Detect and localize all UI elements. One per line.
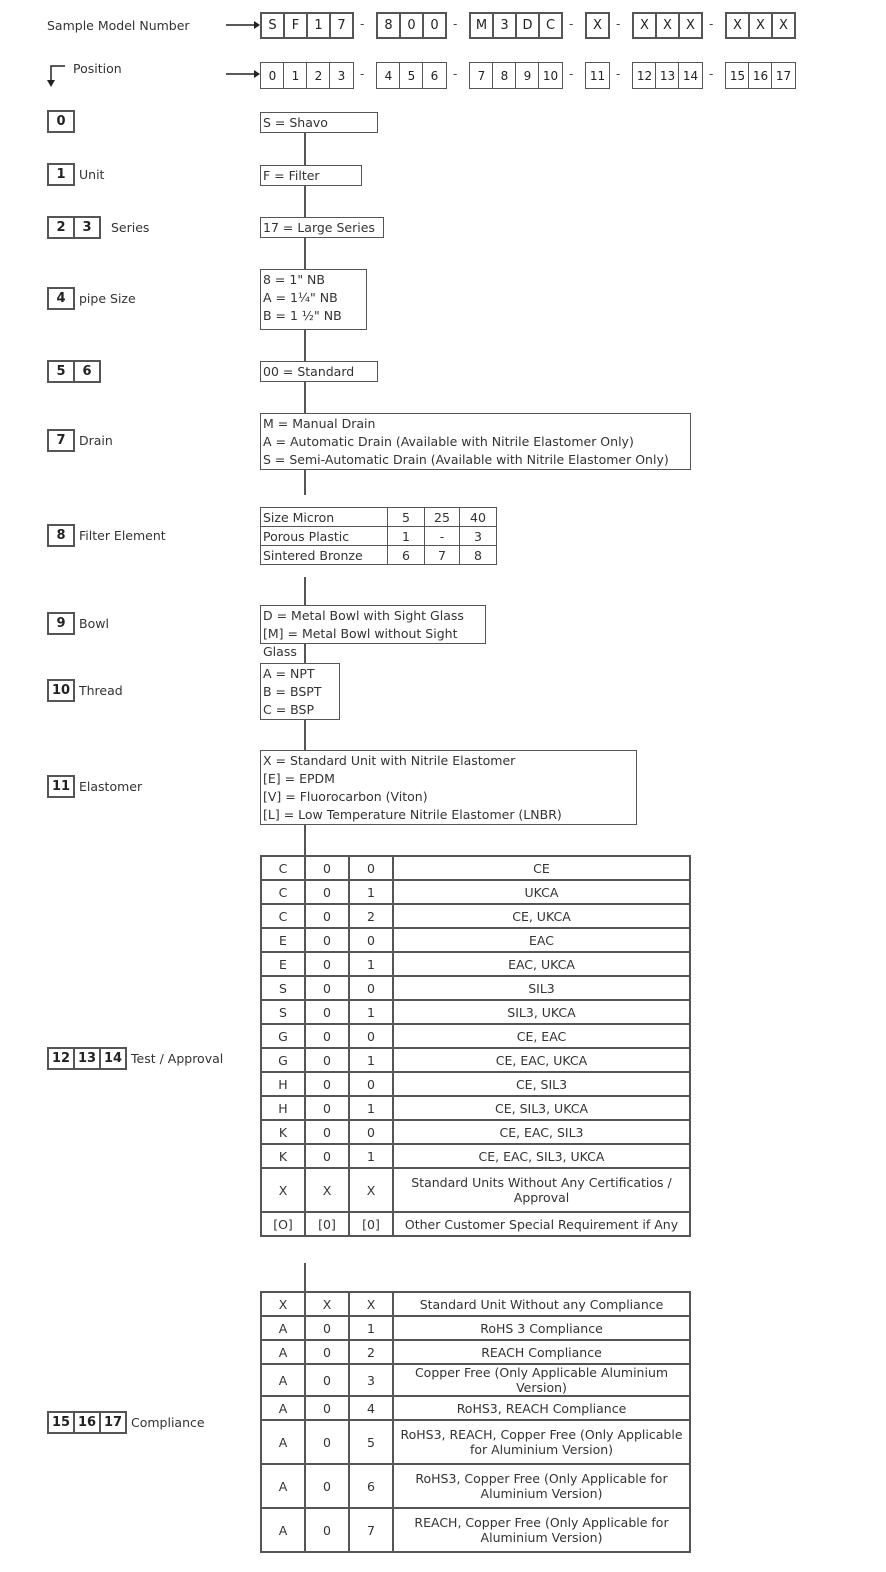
code-cell: E [261,952,305,976]
position-index-cell: 15 [725,62,750,89]
code-cell: 0 [349,976,393,1000]
code-cell: 0 [305,1000,349,1024]
connector-line [304,825,306,855]
code-cell: 0 [305,1364,349,1396]
position-index-cell: 1 [283,62,308,89]
description-cell: RoHS3, Copper Free (Only Applicable for Aluminium Version) [393,1464,690,1508]
code-cell: K [261,1120,305,1144]
table-row [261,1096,690,1120]
code-cell: 0 [349,1072,393,1096]
position-label: Compliance [131,1415,205,1430]
code-cell: [O] [261,1212,305,1236]
description-cell: RoHS3, REACH Compliance [393,1396,690,1420]
position-label: pipe Size [79,291,136,306]
code-cell: X [261,1292,305,1316]
table-row [261,1364,690,1396]
model-code-cell: X [632,12,657,39]
test-approval-table [260,855,691,1237]
code-cell: 0 [305,904,349,928]
code-cell: 3 [349,1364,393,1396]
model-code-cell: X [655,12,680,39]
model-code-cell: X [748,12,773,39]
position-index-cell: 3 [329,62,354,89]
code-cell: A [261,1340,305,1364]
description-cell: CE, UKCA [393,904,690,928]
position-label: Thread [79,683,123,698]
description-cell: REACH, Copper Free (Only Applicable for Aluminium Version) [393,1508,690,1552]
code-cell: G [261,1048,305,1072]
code-cell: 0 [349,1120,393,1144]
description-cell: Standard Unit Without any Compliance [393,1292,690,1316]
model-code-cell: X [585,12,610,39]
model-code-cell: 1 [306,12,331,39]
code-cell: 0 [305,1508,349,1552]
code-cell: 0 [305,928,349,952]
code-cell: 2 [349,904,393,928]
option-box-position-10: A = NPT B = BSPT C = BSP [260,663,340,720]
position-box: 16 [73,1411,101,1434]
model-code-cell: S [260,12,285,39]
description-cell: CE, EAC, SIL3 [393,1120,690,1144]
code-cell: 0 [305,1096,349,1120]
table-row [261,1000,690,1024]
position-box: 14 [99,1047,127,1070]
position-label: Elastomer [79,779,143,794]
sample-model-label: Sample Model Number [47,18,190,33]
separator-dash: - [709,67,714,81]
model-code-cell: 0 [422,12,447,39]
code-cell: 1 [349,880,393,904]
position-box: 6 [73,360,101,383]
code-cell: [0] [305,1212,349,1236]
filter-element-table: Size Micron 5 25 40 Porous Plastic 1 - 3 Sintered Bronze 6 7 8 [260,507,497,565]
position-label: Unit [79,167,105,182]
code-cell: X [261,1168,305,1212]
table-row [261,1168,690,1212]
position-label: Series [111,220,150,235]
position-index-cell: 10 [538,62,563,89]
description-cell: EAC [393,928,690,952]
separator-dash: - [616,17,621,31]
separator-dash: - [453,17,458,31]
connector-line [304,1263,306,1291]
code-cell: 1 [349,1096,393,1120]
code-cell: A [261,1316,305,1340]
code-cell: 5 [349,1420,393,1464]
connector-line [304,133,306,165]
separator-dash: - [360,67,365,81]
code-cell: 1 [349,952,393,976]
separator-dash: - [616,67,621,81]
separator-dash: - [360,17,365,31]
option-box-position-2-3: 17 = Large Series [260,217,384,238]
description-cell: Copper Free (Only Applicable Aluminium Version) [393,1364,690,1396]
code-cell: 2 [349,1340,393,1364]
model-code-cell: X [771,12,796,39]
position-box: 0 [47,110,75,133]
code-cell: 0 [305,952,349,976]
table-row [261,1340,690,1364]
table-row [261,1212,690,1236]
code-cell: H [261,1072,305,1096]
code-cell: X [305,1168,349,1212]
position-box: 15 [47,1411,75,1434]
table-row [261,1292,690,1316]
code-cell: H [261,1096,305,1120]
code-cell: S [261,976,305,1000]
position-label: Test / Approval [131,1051,224,1066]
description-cell: RoHS 3 Compliance [393,1316,690,1340]
position-index-cell: 7 [469,62,494,89]
model-code-cell: 3 [492,12,517,39]
arrow-right-icon [226,19,260,31]
description-cell: Other Customer Special Requirement if Any [393,1212,690,1236]
connector-line [304,644,306,663]
model-code-cell: C [538,12,563,39]
position-box: 7 [47,429,75,452]
position-index-cell: 6 [422,62,447,89]
position-index-cell: 2 [306,62,331,89]
code-cell: 1 [349,1144,393,1168]
code-cell: 0 [305,856,349,880]
code-cell: 0 [305,1048,349,1072]
table-row [261,928,690,952]
table-row [261,952,690,976]
option-box-position-9: D = Metal Bowl with Sight Glass [M] = Metal Bowl without Sight Glass [260,605,486,644]
table-row [261,904,690,928]
table-row [261,1316,690,1340]
position-box: 4 [47,287,75,310]
position-index-cell: 17 [771,62,796,89]
model-code-cell: F [283,12,308,39]
separator-dash: - [569,17,574,31]
description-cell: EAC, UKCA [393,952,690,976]
position-box: 2 [47,216,75,239]
code-cell: C [261,880,305,904]
code-cell: 1 [349,1048,393,1072]
arrow-right-icon [226,68,260,80]
code-cell: 0 [305,1144,349,1168]
position-label: Position [73,61,122,76]
table-row [261,1420,690,1464]
code-cell: A [261,1464,305,1508]
connector-line [304,186,306,217]
code-cell: 0 [305,1024,349,1048]
code-cell: 0 [305,1072,349,1096]
code-cell: 4 [349,1396,393,1420]
model-code-cell: X [678,12,703,39]
position-box: 10 [47,679,75,702]
table-row [261,1396,690,1420]
option-box-position-4: 8 = 1" NB A = 1¼" NB B = 1 ½" NB [260,269,367,330]
code-cell: 0 [305,880,349,904]
code-cell: S [261,1000,305,1024]
connector-line [304,577,306,605]
code-cell: E [261,928,305,952]
position-index-cell: 5 [399,62,424,89]
table-row [261,976,690,1000]
description-cell: Standard Units Without Any Certificatios / Approval [393,1168,690,1212]
table-row [261,1024,690,1048]
code-cell: K [261,1144,305,1168]
table-row [261,1144,690,1168]
description-cell: REACH Compliance [393,1340,690,1364]
code-cell: 0 [305,1464,349,1508]
connector-line [304,382,306,413]
model-code-cell: X [725,12,750,39]
model-code-cell: D [515,12,540,39]
separator-dash: - [709,17,714,31]
code-cell: 0 [305,1420,349,1464]
description-cell: SIL3, UKCA [393,1000,690,1024]
table-row [261,880,690,904]
table-row [261,1120,690,1144]
code-cell: X [349,1168,393,1212]
code-cell: C [261,856,305,880]
position-index-cell: 12 [632,62,657,89]
separator-dash: - [569,67,574,81]
model-code-cell: M [469,12,494,39]
position-index-cell: 4 [376,62,401,89]
table-row [261,1508,690,1552]
option-box-position-7: M = Manual Drain A = Automatic Drain (Available with Nitrile Elastomer Only) S = Semi-Automatic Drain (Available with Nitrile Elastomer Only) [260,413,691,470]
description-cell: CE, SIL3, UKCA [393,1096,690,1120]
code-cell: 7 [349,1508,393,1552]
code-cell: 0 [349,1024,393,1048]
code-cell: 0 [349,928,393,952]
description-cell: SIL3 [393,976,690,1000]
code-cell: 1 [349,1316,393,1340]
table-row [261,1072,690,1096]
position-index-cell: 14 [678,62,703,89]
option-box-position-11: X = Standard Unit with Nitrile Elastomer [E] = EPDM [V] = Fluorocarbon (Viton) [L] = Low Temperature Nitrile Elastomer (LNBR) [260,750,637,825]
code-cell: A [261,1396,305,1420]
position-index-cell: 16 [748,62,773,89]
position-box: 11 [47,775,75,798]
code-cell: G [261,1024,305,1048]
position-label: Bowl [79,616,109,631]
position-box: 8 [47,524,75,547]
option-box-position-0: S = Shavo [260,112,378,133]
code-cell: C [261,904,305,928]
connector-line [304,470,306,495]
code-cell: A [261,1508,305,1552]
description-cell: CE, SIL3 [393,1072,690,1096]
corner-arrow-icon [47,64,67,88]
code-cell: 0 [305,1396,349,1420]
connector-line [304,720,306,750]
description-cell: RoHS3, REACH, Copper Free (Only Applicable for Aluminium Version) [393,1420,690,1464]
position-box: 17 [99,1411,127,1434]
code-cell: 6 [349,1464,393,1508]
code-cell: A [261,1364,305,1396]
position-box: 1 [47,163,75,186]
compliance-table [260,1291,691,1553]
option-box-position-5-6: 00 = Standard [260,361,378,382]
position-box: 12 [47,1047,75,1070]
code-cell: 0 [305,976,349,1000]
option-box-position-1: F = Filter [260,165,362,186]
description-cell: CE, EAC, SIL3, UKCA [393,1144,690,1168]
position-index-cell: 9 [515,62,540,89]
code-cell: 0 [349,856,393,880]
description-cell: UKCA [393,880,690,904]
description-cell: CE, EAC, UKCA [393,1048,690,1072]
code-cell: 0 [305,1340,349,1364]
code-cell: 0 [305,1120,349,1144]
code-cell: X [349,1292,393,1316]
description-cell: CE, EAC [393,1024,690,1048]
code-cell: [0] [349,1212,393,1236]
position-index-cell: 0 [260,62,285,89]
model-code-cell: 8 [376,12,401,39]
table-row [261,1048,690,1072]
connector-line [304,238,306,269]
table-row [261,1464,690,1508]
position-index-cell: 8 [492,62,517,89]
position-index-cell: 13 [655,62,680,89]
code-cell: 0 [305,1316,349,1340]
model-code-cell: 7 [329,12,354,39]
code-cell: 1 [349,1000,393,1024]
description-cell: CE [393,856,690,880]
position-box: 5 [47,360,75,383]
model-code-cell: 0 [399,12,424,39]
position-box: 3 [73,216,101,239]
position-box: 13 [73,1047,101,1070]
connector-line [304,330,306,361]
position-label: Drain [79,433,113,448]
position-box: 9 [47,612,75,635]
position-index-cell: 11 [585,62,610,89]
code-cell: X [305,1292,349,1316]
position-label: Filter Element [79,528,166,543]
table-row [261,856,690,880]
separator-dash: - [453,67,458,81]
code-cell: A [261,1420,305,1464]
